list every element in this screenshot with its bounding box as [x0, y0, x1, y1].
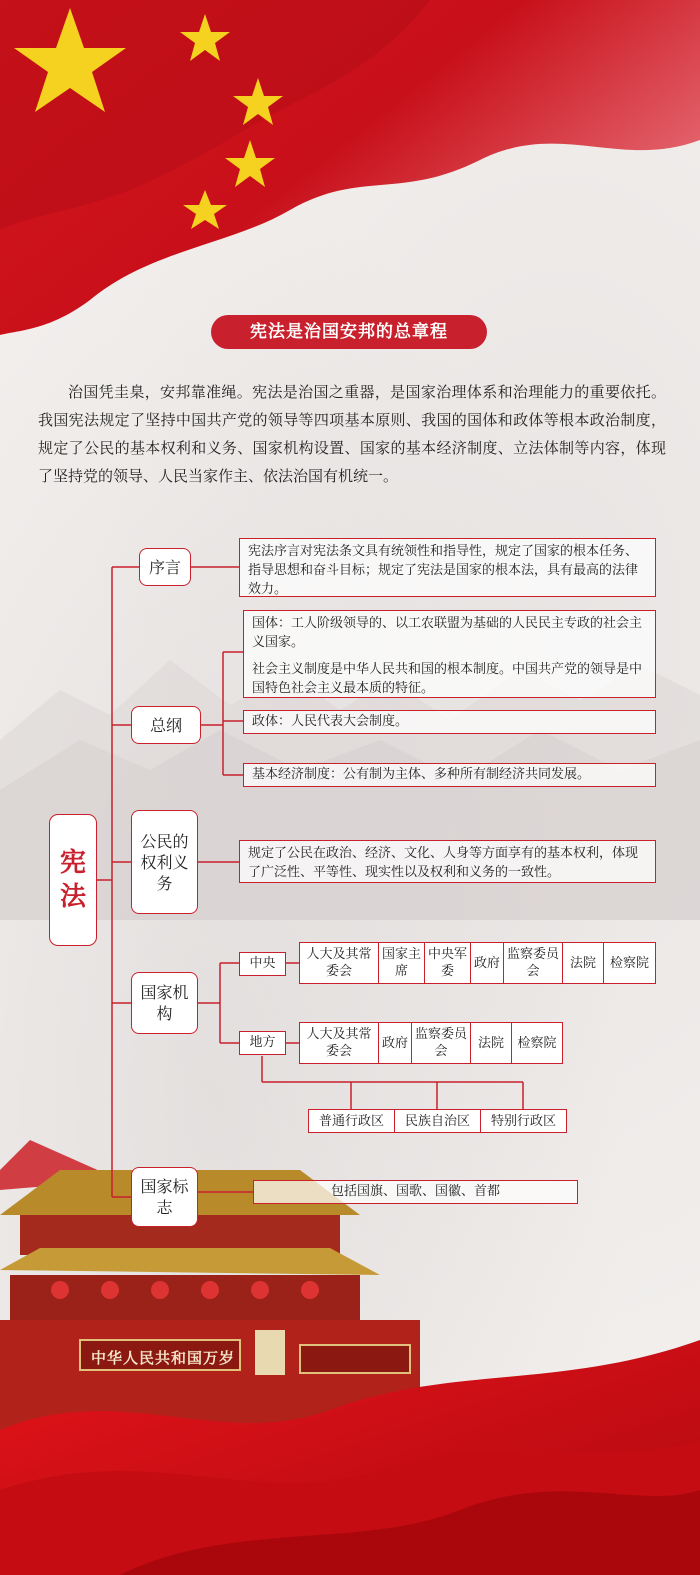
- local-organ: 检察院: [511, 1022, 563, 1064]
- central-tag: 中央: [239, 952, 286, 976]
- central-organ: 法院: [562, 942, 604, 984]
- central-organ: 人大及其常委会: [299, 942, 379, 984]
- node-state-organs: 国家机构: [131, 972, 198, 1034]
- central-organ: 中央军委: [424, 942, 471, 984]
- economic-system-text: 基本经济制度：公有制为主体、多种所有制经济共同发展。: [243, 763, 656, 787]
- state-system-text: 国体：工人阶级领导的、以工农联盟为基础的人民民主专政的社会主义国家。: [252, 616, 643, 650]
- national-symbols-description: 包括国旗、国歌、国徽、首都: [253, 1180, 578, 1204]
- central-organ: 监察委员会: [503, 942, 563, 984]
- local-tag: 地方: [239, 1031, 286, 1055]
- central-organ: 国家主席: [378, 942, 425, 984]
- mindmap-root: 宪法: [49, 814, 97, 946]
- region-type: 民族自治区: [394, 1109, 481, 1133]
- node-national-symbols: 国家标志: [131, 1167, 198, 1227]
- local-organ: 监察委员会: [411, 1022, 471, 1064]
- intro-paragraph: 治国凭圭臬，安邦靠准绳。宪法是治国之重器，是国家治理体系和治理能力的重要依托。我国宪法规定了坚持中国共产党的领导等四项基本原则、我国的国体和政体等根本政治制度，规定了公民的基本权利和义务、国家机构设置、国家的基本经济制度、立法体制等内容，体现了坚持党的领导、人民当家作主、依法治国有机统一。: [38, 383, 666, 485]
- preamble-description: 宪法序言对宪法条文具有统领性和指导性，规定了国家的根本任务、指导思想和奋斗目标；规定了宪法是国家的根本法，具有最高的法律效力。: [239, 538, 656, 597]
- gate-slogan: 中华人民共和国万岁: [90, 1349, 235, 1367]
- region-type: 特别行政区: [480, 1109, 567, 1133]
- node-citizen-rights: 公民的权利义务: [131, 810, 198, 914]
- local-organ: 人大及其常委会: [299, 1022, 379, 1064]
- general-principles-group: [243, 610, 656, 698]
- node-general-principles: 总纲: [131, 706, 201, 744]
- central-organ: 政府: [470, 942, 504, 984]
- section-title: 宪法是治国安邦的总章程: [211, 315, 487, 349]
- local-organ: 政府: [378, 1022, 412, 1064]
- government-system-text: 政体：人民代表大会制度。: [243, 710, 656, 734]
- local-organ: 法院: [470, 1022, 512, 1064]
- citizen-rights-description: 规定了公民在政治、经济、文化、人身等方面享有的基本权利，体现了广泛性、平等性、现实性以及权利和义务的一致性。: [239, 840, 656, 883]
- central-organ: 检察院: [603, 942, 656, 984]
- node-preamble: 序言: [139, 548, 191, 586]
- region-type: 普通行政区: [308, 1109, 395, 1133]
- socialism-text: 社会主义制度是中华人民共和国的根本制度。中国共产党的领导是中国特色社会主义最本质的特征。: [252, 662, 643, 696]
